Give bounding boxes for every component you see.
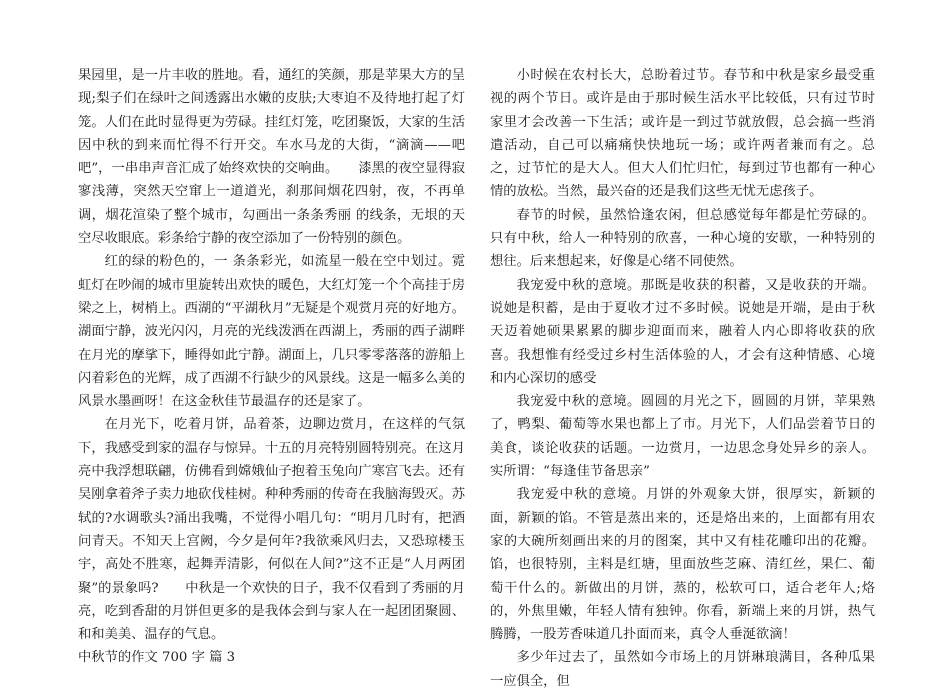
paragraph: 我宠爱中秋的意境。月饼的外观象大饼，很厚实，新颖的面，新颖的馅。不管是蒸出来的，还是烙出来的，上面都有用农家的大碗所刻画出来的月的图案，其中又有桂花雕印出的花瓣。馅，也很特别，主料是红塘，里面放些芝麻、清红丝，果仁、葡萄干什么的。新做出的月饼，蒸的，松软可口，适合老年人;烙的，外焦里嫩，年轻人情有独钟。你看，新端上来的月饼，热气腾腾，一股芳香味道几扑面而来，真令人垂涎欲滴！	[490, 487, 875, 643]
paragraph: 春节的时候，虽然恰逢农闲，但总感觉每年都是忙劳碌的。只有中秋，给人一种特别的欣喜，一种心境的安歇，一种特别的想往。后来想起来，好像是心绪不同使然。	[490, 207, 875, 270]
paragraph: 小时候在农村长大，总盼着过节。春节和中秋是家乡最受重视的两个节日。或许是由于那时候生活水平比较低，只有过节时家里才会改善一下生活；或许是一到过节就放假，总会搞一些消遣活动，自己可以痛痛快快地玩一场；或许两者兼而有之。总之，过节忙的是大人。但大人们忙归忙，每到过节也都有一种心情的放松。当然，最兴奋的还是我们这些无忧无虑孩子。	[490, 68, 875, 200]
paragraph: 我宠爱中秋的意境。那既是收获的积蓄，又是收获的开端。说她是积蓄，是由于夏收才过不多时候。说她是开端，是由于秋天迈着她硕果累累的脚步迎面而来，融着人内心即将收获的欣喜。我想惟有经受过乡村生活体验的人，才会有这种情感、心境和内心深切的感受	[490, 277, 875, 386]
paragraph: 红的绿的粉色的，一 条条彩光，如流星一般在空中划过。霓虹灯在吵闹的城市里旋转出欢快的暖色，大红灯笼一个个高挂于房梁之上，树梢上。西湖的“平湖秋月”无疑是个观赏月亮的好地方。湖面宁静，波光闪闪，月亮的光线泼洒在西湖上，秀丽的西子湖畔在月光的摩挲下，睡得如此宁静。湖面上，几只零零落落的游船上闪着彩色的光辉，成了西湖不行缺少的风景线。这是一幅多么美的风景水墨画呀！在这金秋佳节最温存的还是家了。	[78, 254, 465, 410]
right-column	[490, 64, 875, 693]
paragraph: 果园里，是一片丰收的胜地。看，通红的笑颜，那是苹果大方的呈现;梨子们在绿叶之间透露出水嫩的皮肤;大枣迫不及待地打起了灯笼。人们在此时显得更为劳碌。挂红灯笼，吃团聚饭，大家的生活因中秋的到来而忙得不行开交。车水马龙的大街，“滴滴——吧吧”，一串串声音汇成了始终欢快的交响曲。 漆黑的夜空显得寂寥浅薄，突然天空窜上一道道光，刹那间烟花四射，夜，不再单调，烟花渲染了整个城市，勾画出一条条秀丽 的线条，无垠的天空尽收眼底。彩条给宁静的夜空添加了一份特别的颜色。	[78, 68, 465, 247]
paragraph: 在月光下，吃着月饼，品着茶，边聊边赏月，在这样的气氛下，我感受到家的温存与惊异。十五的月亮特别圆特别亮。在这月亮中我浮想联翩，仿佛看到嫦娥仙子抱着玉兔向广寒宫飞去。还有吴刚拿着斧子卖力地砍伐桂树。种种秀丽的传奇在我脑海毁灭。苏轼的?水调歌头?涌出我嘴，不觉得小唱几句：“明月几时有，把酒问青天。不知天上宫阙，今夕是何年?我欲乘风归去，又恐琼楼玉宇，高处不胜寒，起舞弄清影，何似在人间?”这不正是“人月两团聚”的景象吗? 中秋是一个欢快的日子，我不仅看到了秀丽的月亮，吃到香甜的月饼但更多的是我体会到与家人在一起团团聚圆、和和美美、温存的气息。	[78, 417, 465, 643]
paragraph: 我宠爱中秋的意境。圆圆的月光之下，圆圆的月饼，苹果熟了，鸭梨、葡萄等水果也都上了市。月光下，人们品尝着节日的美食，谈论收获的话题。一边赏月，一边思念身处异乡的亲人。实所谓：“每逢佳节备思亲”	[490, 394, 875, 480]
left-column	[78, 64, 465, 670]
section-heading: 中秋节的作文 700 字 篇 3	[78, 650, 236, 666]
paragraph: 多少年过去了，虽然如今市场上的月饼琳琅满目，各种瓜果一应俱全，但	[490, 650, 875, 689]
